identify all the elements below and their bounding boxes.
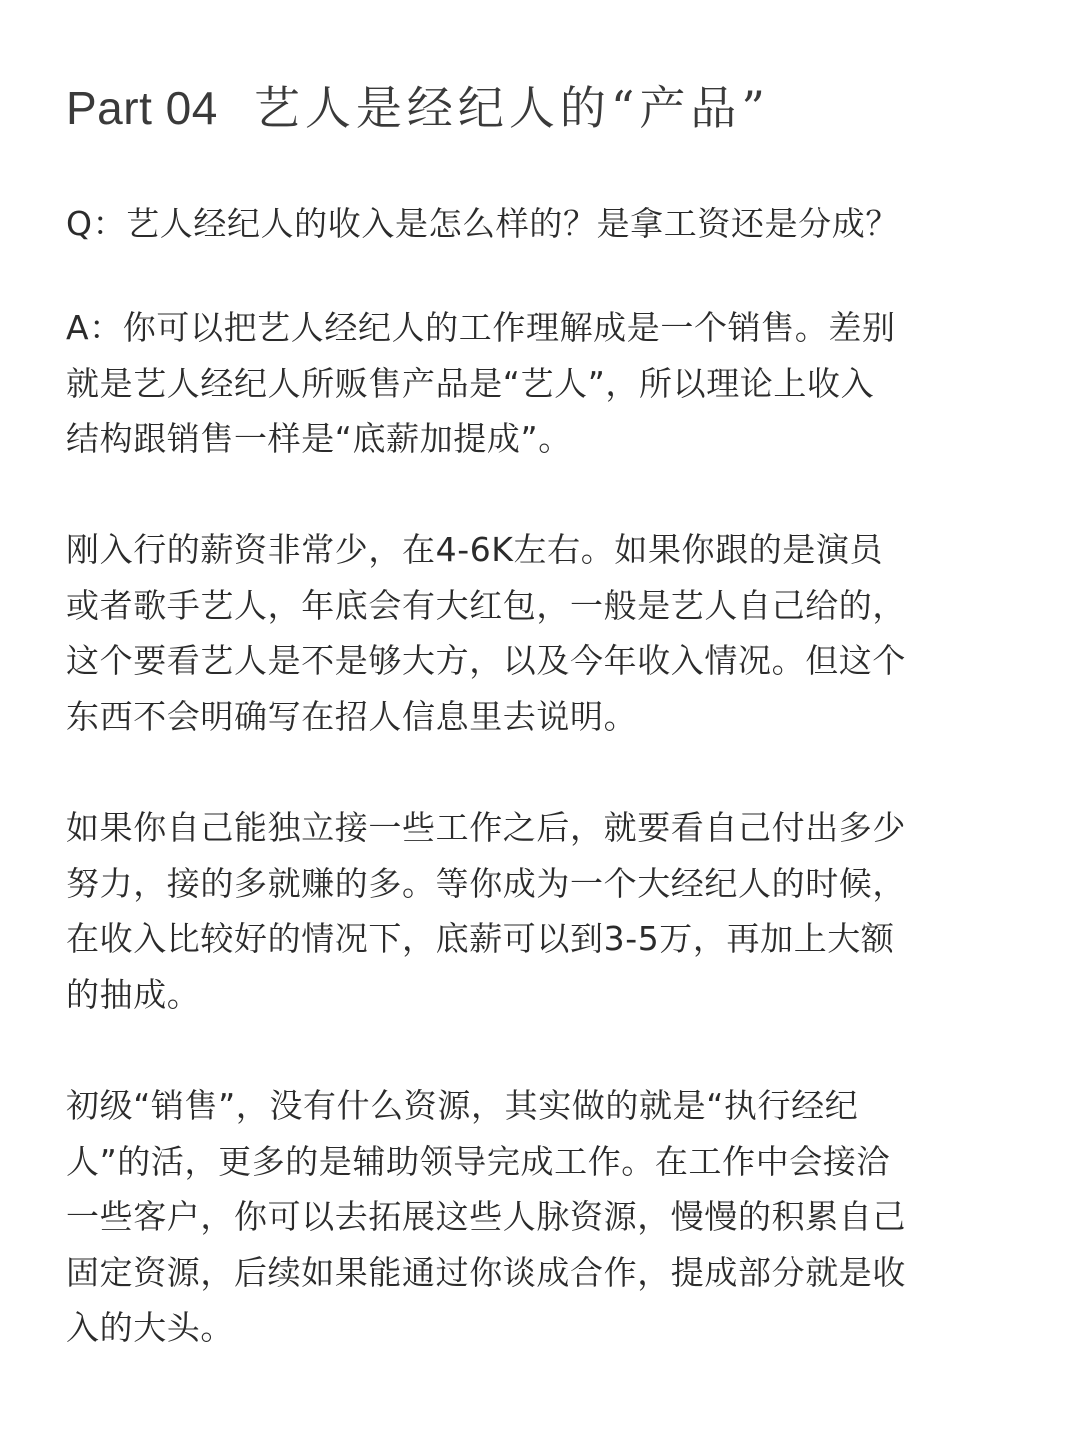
article-page: [66, 0, 1026, 1440]
paragraph-line: 初级“销售”，没有什么资源，其实做的就是“执行经纪: [66, 1086, 859, 1125]
paragraph-line: 努力，接的多就赚的多。等你成为一个大经纪人的时候，: [66, 863, 906, 903]
paragraph-line: 固定资源，后续如果能通过你谈成合作，提成部分就是收: [66, 1252, 906, 1292]
junior-sales-paragraph: [66, 1078, 1026, 1356]
paragraph-line: 这个要看艺人是不是够大方，以及今年收入情况。但这个: [66, 641, 906, 680]
section-number: Part 04: [66, 82, 218, 134]
paragraph-line: 刚入行的薪资非常少，在4-6K左右。如果你跟的是演员: [66, 530, 884, 569]
paragraph-line: 的抽成。: [66, 974, 201, 1014]
paragraph-line: Q：艺人经纪人的收入是怎么样的？是拿工资还是分成？: [66, 204, 899, 243]
paragraph-line: A：你可以把艺人经纪人的工作理解成是一个销售。差别: [66, 308, 896, 347]
paragraph-line: 就是艺人经纪人所贩售产品是“艺人”，所以理论上收入: [66, 363, 875, 403]
section-title: [66, 78, 770, 138]
paragraph-line: 东西不会明确写在招人信息里去说明。: [66, 696, 638, 736]
paragraph-line: 在收入比较好的情况下，底薪可以到3-5万，再加上大额: [66, 919, 895, 958]
salary-paragraph: [66, 522, 1026, 744]
paragraph-line: 或者歌手艺人，年底会有大红包，一般是艺人自己给的，: [66, 585, 906, 625]
paragraph-line: 入的大头。: [66, 1308, 234, 1347]
section-heading: 艺人是经纪人的“产品”: [253, 81, 770, 135]
paragraph-line: 人”的活，更多的是辅助领导完成工作。在工作中会接洽: [66, 1141, 891, 1181]
independent-work-paragraph: [66, 800, 1026, 1022]
paragraph-line: 如果你自己能独立接一些工作之后，就要看自己付出多少: [66, 808, 906, 847]
paragraph-line: 结构跟销售一样是“底薪加提成”。: [66, 419, 572, 458]
answer-paragraph: [66, 300, 1026, 467]
paragraph-line: 一些客户，你可以去拓展这些人脉资源，慢慢的积累自己: [66, 1197, 906, 1236]
question-paragraph: [66, 196, 1026, 252]
